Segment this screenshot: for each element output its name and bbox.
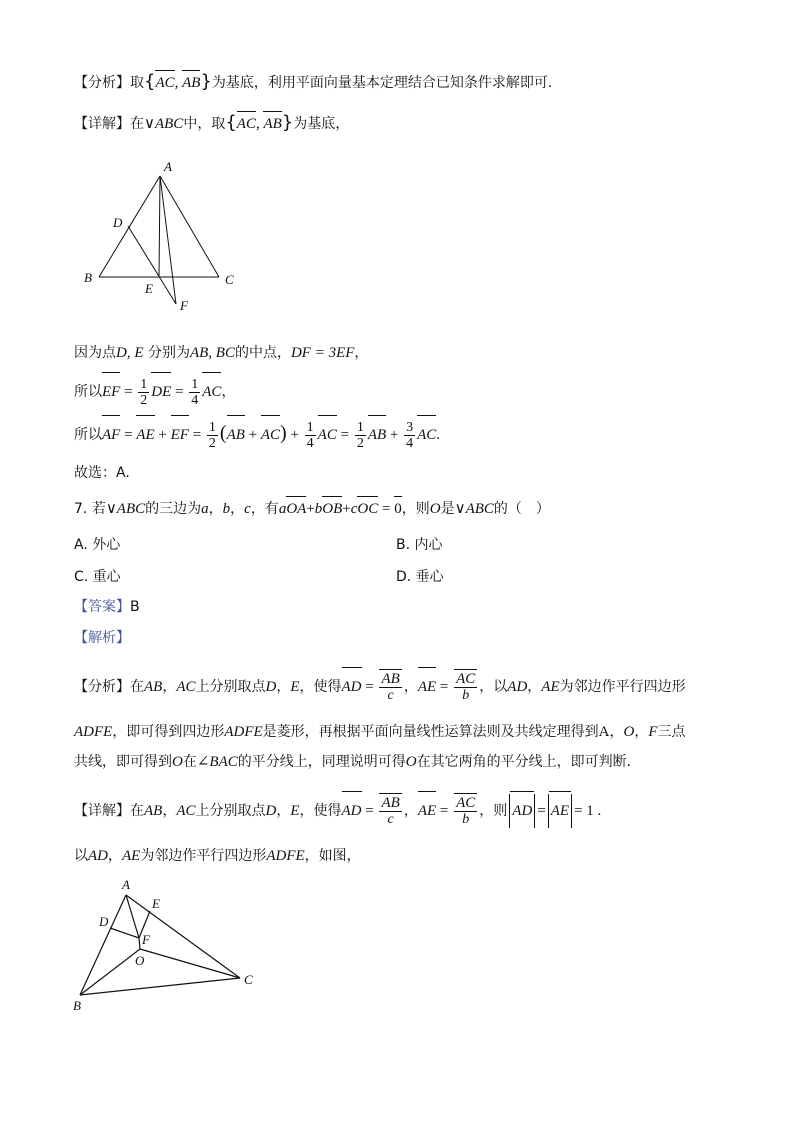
vector-ac: AC — [261, 418, 280, 452]
point-o: O — [429, 501, 441, 517]
vector-ob: OB — [322, 501, 343, 517]
jiexi-tag — [74, 628, 130, 648]
segment-ac: AC — [176, 803, 196, 819]
vector-ab: AB — [368, 418, 386, 452]
detail2-line-2: 以AD，AE为邻边作平行四边形ADFE，如图， — [74, 848, 361, 864]
vector-ac: AC — [417, 418, 436, 452]
fraction: $\frac{1}{2}$ — [208, 419, 216, 451]
triangle-name: ABC — [116, 501, 146, 517]
vector-de: DE — [151, 375, 171, 409]
label-d: D — [99, 914, 109, 929]
detail-tag: 【详解】 — [74, 116, 130, 132]
text: ，以 — [479, 679, 508, 695]
segments-ab-bc: AB, BC — [189, 345, 235, 361]
text: 的中点， — [234, 345, 291, 361]
parallelogram-adfe: ADFE — [266, 848, 305, 864]
equation-line-2: 所以AF = AE + EF = $\frac{1}{2}$ (AB + AC) + $\frac{1}{4}$ AC = $\frac{1}{2}$ AB + $\frac{3}{4}$ AC. — [74, 419, 441, 451]
fraction: $\frac{1}{4}$ — [191, 376, 199, 408]
abs-ad: AD — [509, 794, 535, 828]
parallelogram-adfe: ADFE — [74, 724, 113, 740]
coef-b: b — [314, 501, 323, 517]
label-b: B — [84, 270, 92, 285]
segment-ab: AB — [144, 679, 163, 695]
text: 为邻边作平行四边形 — [140, 848, 267, 864]
text: 若 — [91, 501, 106, 517]
vector-af: AF — [102, 418, 120, 452]
answer-line: 故选：A. — [74, 465, 130, 481]
segment-ac: AC — [176, 679, 196, 695]
point-f: F — [648, 724, 658, 740]
analysis-line-1: 【分析】取{AC, AB}为基底，利用平面向量基本定理结合已知条件求解即可. — [74, 71, 553, 92]
point-a: A — [598, 724, 610, 740]
point-e: E — [290, 679, 300, 695]
vector-equation-df: DF = 3EF — [290, 345, 355, 361]
zero-vector: 0 — [394, 501, 402, 517]
fraction: $\frac{1}{2}$ — [140, 376, 148, 408]
label-a: A — [164, 159, 172, 174]
text: 三点 — [657, 724, 686, 740]
vector-ac: AC — [318, 418, 337, 452]
vector-ad: AD — [342, 794, 362, 828]
vector-oc: OC — [357, 501, 379, 517]
vector-ac: AC — [236, 116, 256, 132]
vector-ae: AE — [136, 418, 154, 452]
label-e: E — [152, 896, 160, 911]
text: 上分别取点 — [195, 803, 266, 819]
triangle-symbol: ∨ — [144, 116, 155, 132]
text: ，有 — [250, 501, 279, 517]
text: 在其它两角的平分线上，即可判断. — [416, 754, 632, 770]
text: 的（ ） — [493, 501, 550, 517]
triangle-symbol: ∨ — [105, 501, 117, 517]
option-d[interactable]: D. 垂心 — [396, 569, 444, 585]
figure-incenter — [66, 875, 266, 1015]
text: 所以 — [74, 384, 102, 400]
point-e: E — [290, 803, 300, 819]
text: 为基底， — [293, 116, 350, 132]
text: 为基底，利用平面向量基本定理结合已知条件求解即可. — [211, 75, 553, 91]
option-c[interactable]: C. 重心 — [74, 569, 121, 585]
option-b[interactable]: B. 内心 — [396, 537, 443, 553]
point-o: O — [623, 724, 635, 740]
midpoint-line: 因为点D, E 分别为AB, BC的中点，DF = 3EF， — [74, 345, 369, 361]
coef-a: a — [278, 501, 287, 517]
question-7: 7. 若∨ABC的三边为a，b，c，有aOA+bOB+cOC = 0，则O是∨ABC的（ ） — [74, 501, 550, 517]
side-b: b — [222, 501, 231, 517]
angle-bac: ∠BAC — [196, 754, 238, 770]
point-d: D — [265, 679, 277, 695]
triangle-name: ABC — [465, 501, 494, 517]
option-a[interactable]: A. 外心 — [74, 537, 121, 553]
vector-ab: AB — [227, 418, 245, 452]
point-o: O — [172, 754, 183, 770]
text: 中，取 — [183, 116, 226, 132]
text: ，如图， — [304, 848, 361, 864]
coef-c: c — [350, 501, 358, 517]
vector-ef: EF — [171, 418, 189, 452]
text: 在 — [130, 803, 144, 819]
jiexi-label: 【解析】 — [74, 630, 130, 646]
analysis2-line-2: ADFE，即可得到四边形ADFE是菱形，再根据平面向量线性运算法则及共线定理得到A，O，F三点 — [74, 724, 686, 740]
vector-ae: AE — [418, 670, 436, 704]
fraction: $\frac{AB}{c}$ — [381, 794, 400, 827]
figure-triangle-abc — [78, 158, 258, 318]
text: 分别为 — [147, 345, 190, 361]
text: 是菱形，再根据平面向量线性运算法则及共线定理得到 — [262, 724, 599, 740]
text: 在 — [182, 754, 197, 770]
analysis-tag: 【分析】 — [74, 75, 130, 91]
label-e: E — [145, 281, 153, 296]
vector-ef: EF — [102, 375, 120, 409]
text: 共线，即可得到 — [74, 754, 172, 770]
question-number: 7. — [74, 501, 88, 517]
brace: } — [200, 71, 212, 92]
text: 的平分线上，同理说明可得 — [237, 754, 406, 770]
text: ，使得 — [299, 679, 342, 695]
triangle-symbol: ∨ — [454, 501, 466, 517]
vector-ac: AC — [202, 375, 221, 409]
fraction: $\frac{AB}{c}$ — [381, 670, 400, 703]
text: ，则 — [479, 803, 508, 819]
text: 因为点 — [74, 345, 116, 361]
fraction: $\frac{AC}{b}$ — [456, 670, 476, 703]
text: 以 — [74, 848, 88, 864]
vector-ac: AC — [155, 75, 175, 91]
label-b: B — [73, 998, 81, 1013]
detail-tag: 【详解】 — [74, 803, 130, 819]
fraction: $\frac{1}{2}$ — [356, 419, 364, 451]
points-de: D, E — [116, 345, 144, 361]
point-o: O — [405, 754, 417, 770]
text: ，使得 — [299, 803, 342, 819]
text: ，则 — [401, 501, 430, 517]
analysis2-line-3 — [74, 752, 631, 772]
answer-value: B — [130, 599, 140, 615]
fraction: $\frac{1}{4}$ — [306, 419, 314, 451]
text: 的三边为 — [145, 501, 202, 517]
fraction: $\frac{3}{4}$ — [406, 419, 414, 451]
vector-ab: AB — [263, 116, 282, 132]
text: 在 — [130, 679, 144, 695]
analysis-tag: 【分析】 — [74, 679, 130, 695]
brace: { — [225, 112, 237, 133]
brace: } — [281, 112, 294, 133]
text: 取 — [130, 75, 144, 91]
text: 在 — [130, 116, 144, 132]
label-c: C — [244, 972, 253, 987]
abs-ae: AE — [548, 794, 572, 828]
text: 为邻边作平行四边形 — [559, 679, 686, 695]
side-c: c — [244, 501, 251, 517]
label-a: A — [122, 877, 130, 892]
label-f: F — [142, 932, 150, 947]
answer-tag: 【答案】 — [74, 599, 130, 615]
label-f: F — [180, 298, 188, 313]
label-c: C — [225, 272, 234, 287]
analysis2-line-1: 【分析】在AB，AC上分别取点D，E，使得AD = $\frac{AB}{c}$ ，AE = $\frac{AC}{b}$ ，以AD，AE为邻边作平行四边形 — [74, 670, 686, 703]
vector-ab: AB — [182, 75, 201, 91]
label-d: D — [113, 215, 123, 230]
side-a: a — [201, 501, 209, 517]
text: ，即可得到四边形 — [112, 724, 225, 740]
triangle-name: ABC — [154, 116, 184, 132]
detail2-line-1: 【详解】在AB，AC上分别取点D，E，使得AD = $\frac{AB}{c}$ ，AE = $\frac{AC}{b}$ ，则 AD = AE = 1 . — [74, 794, 602, 827]
text: 是 — [440, 501, 455, 517]
text: 所以 — [74, 427, 102, 443]
answer-row — [74, 597, 140, 617]
label-o: O — [135, 953, 145, 968]
rhombus-adfe: ADFE — [224, 724, 263, 740]
vector-ae: AE — [418, 794, 436, 828]
vector-ad: AD — [342, 670, 362, 704]
fraction: $\frac{AC}{b}$ — [456, 794, 476, 827]
text: 上分别取点 — [195, 679, 266, 695]
segment-ab: AB — [144, 803, 163, 819]
equation-line-1: 所以EF = $\frac{1}{2}$ DE = $\frac{1}{4}$ AC， — [74, 376, 236, 408]
brace: { — [144, 71, 156, 92]
detail-line-1: 【详解】在∨ABC中，取{AC, AB}为基底， — [74, 112, 350, 133]
vector-oa: OA — [286, 501, 307, 517]
point-d: D — [265, 803, 277, 819]
